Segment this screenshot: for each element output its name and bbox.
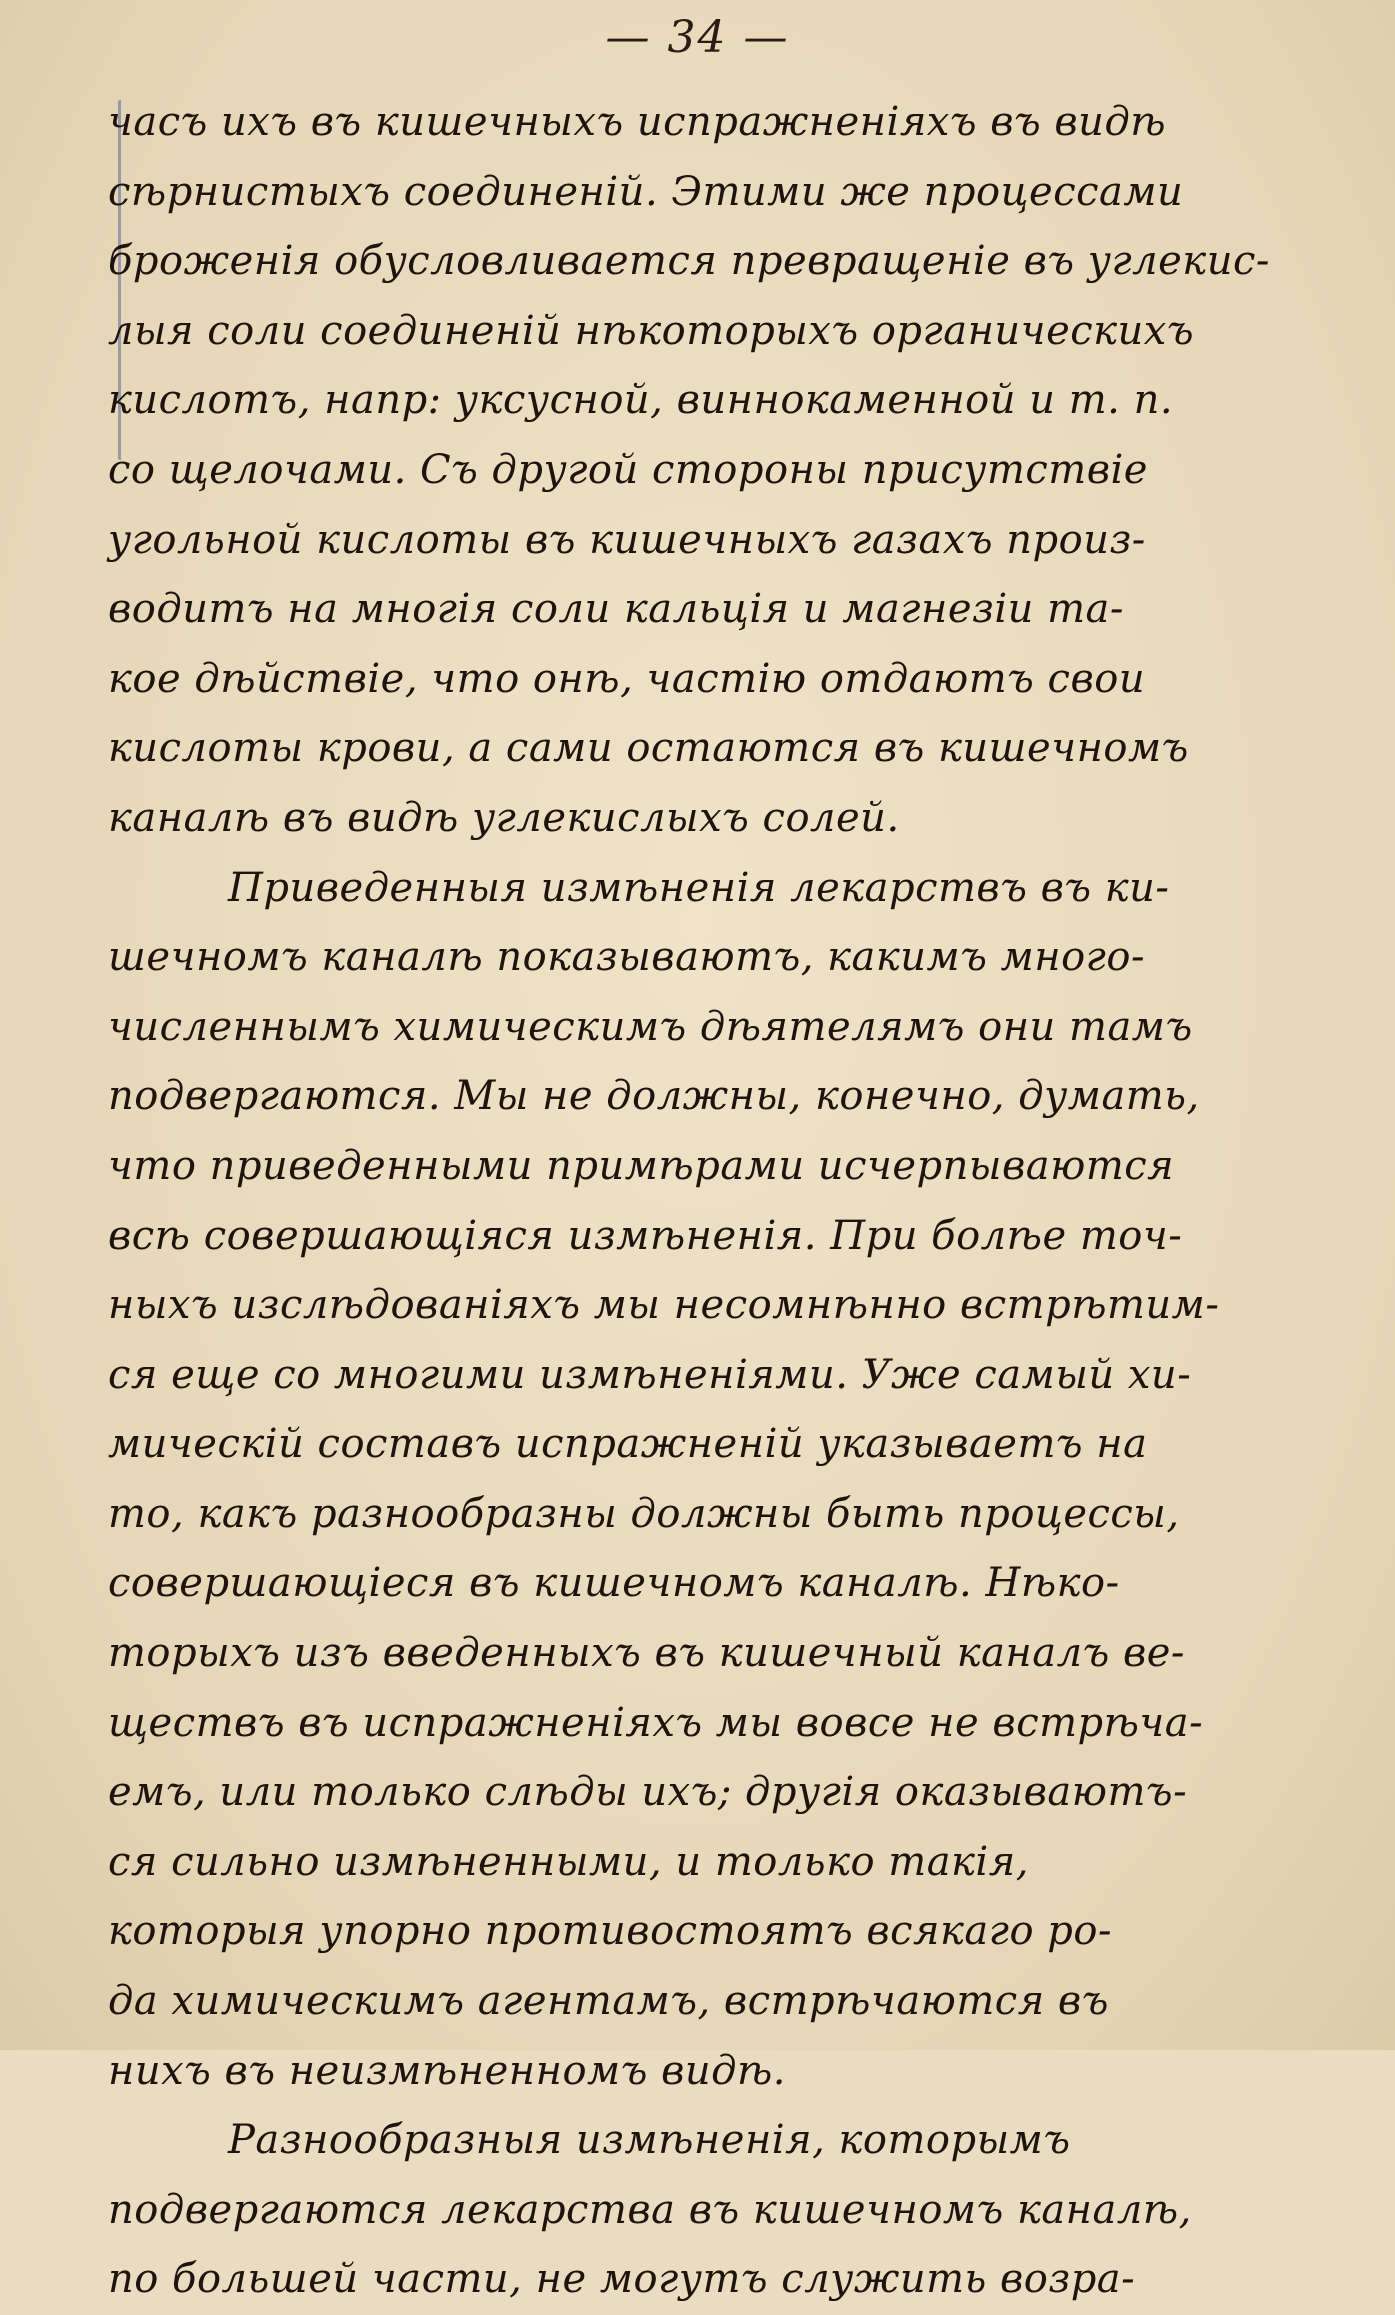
text-line: со щелочами. Съ другой стороны присутствiе: [108, 446, 1148, 493]
text-line: да химическимъ агентамъ, встрѣчаются въ: [108, 1978, 1109, 2025]
text-line: лыя соли соединенiй нѣкоторыхъ органическихъ: [108, 307, 1195, 354]
text-line: мическiй составъ испражненiй указываетъ на: [108, 1421, 1148, 1468]
text-line: которыя упорно противостоятъ всякаго ро-: [108, 1908, 1112, 1955]
text-line: ществъ въ испражненiяхъ мы вовсе не встрѣча-: [108, 1699, 1204, 1746]
text-line: Разнообразныя измѣненiя, которымъ: [228, 2117, 1071, 2164]
text-line: подвергаются. Мы не должны, конечно, думать,: [108, 1073, 1200, 1120]
text-line: ся сильно измѣненными, и только такiя,: [108, 1838, 1029, 1885]
text-line: броженiя обусловливается превращенiе въ углекис-: [108, 238, 1270, 285]
text-line: шечномъ каналѣ показываютъ, какимъ много-: [108, 934, 1145, 981]
text-line: что приведенными примѣрами исчерпываются: [108, 1142, 1175, 1189]
text-line: Приведенныя измѣненiя лекарствъ въ ки-: [228, 864, 1170, 911]
handwritten-text-block: [108, 88, 1338, 2315]
text-line: подвергаются лекарства въ кишечномъ каналѣ,: [108, 2186, 1192, 2233]
text-line: водитъ на многiя соли кальцiя и магнезiи та-: [108, 586, 1124, 633]
text-line: то, какъ разнообразны должны быть процессы,: [108, 1490, 1180, 1537]
text-line: угольной кислоты въ кишечныхъ газахъ произ-: [108, 516, 1146, 563]
text-line: сѣрнистыхъ соединенiй. Этими же процессами: [108, 168, 1184, 215]
text-line: кислотъ, напр: уксусной, виннокаменной и т. п.: [108, 377, 1174, 424]
text-line: кислоты крови, а сами остаются въ кишечномъ: [108, 725, 1189, 772]
text-line: каналѣ въ видѣ углекислыхъ солей.: [108, 794, 900, 841]
text-line: часъ ихъ въ кишечныхъ испражненiяхъ въ видѣ: [108, 99, 1167, 145]
page-number: — 34 —: [605, 12, 790, 63]
paragraph-1: [108, 88, 1338, 854]
text-line: ся еще со многими измѣненiями. Уже самый хи-: [108, 1351, 1192, 1398]
text-line: емъ, или только слѣды ихъ; другiя оказываютъ-: [108, 1769, 1188, 1816]
paragraph-3: [108, 2106, 1338, 2315]
text-line: нихъ въ неизмѣненномъ видѣ.: [108, 2047, 786, 2094]
text-line: численнымъ химическимъ дѣятелямъ они тамъ: [108, 1003, 1193, 1050]
text-line: всѣ совершающiяся измѣненiя. При болѣе точ-: [108, 1212, 1183, 1259]
text-line: по большей части, не могутъ служить возра-: [108, 2256, 1136, 2303]
paragraph-2: [108, 854, 1338, 2107]
text-line: совершающiеся въ кишечномъ каналѣ. Нѣко-: [108, 1560, 1120, 1607]
text-line: ныхъ изслѣдованiяхъ мы несомнѣнно встрѣтим-: [108, 1282, 1220, 1329]
text-line: кое дѣйствiе, что онѣ, частiю отдаютъ свои: [108, 655, 1146, 702]
text-line: торыхъ изъ введенныхъ въ кишечный каналъ ве-: [108, 1630, 1185, 1677]
